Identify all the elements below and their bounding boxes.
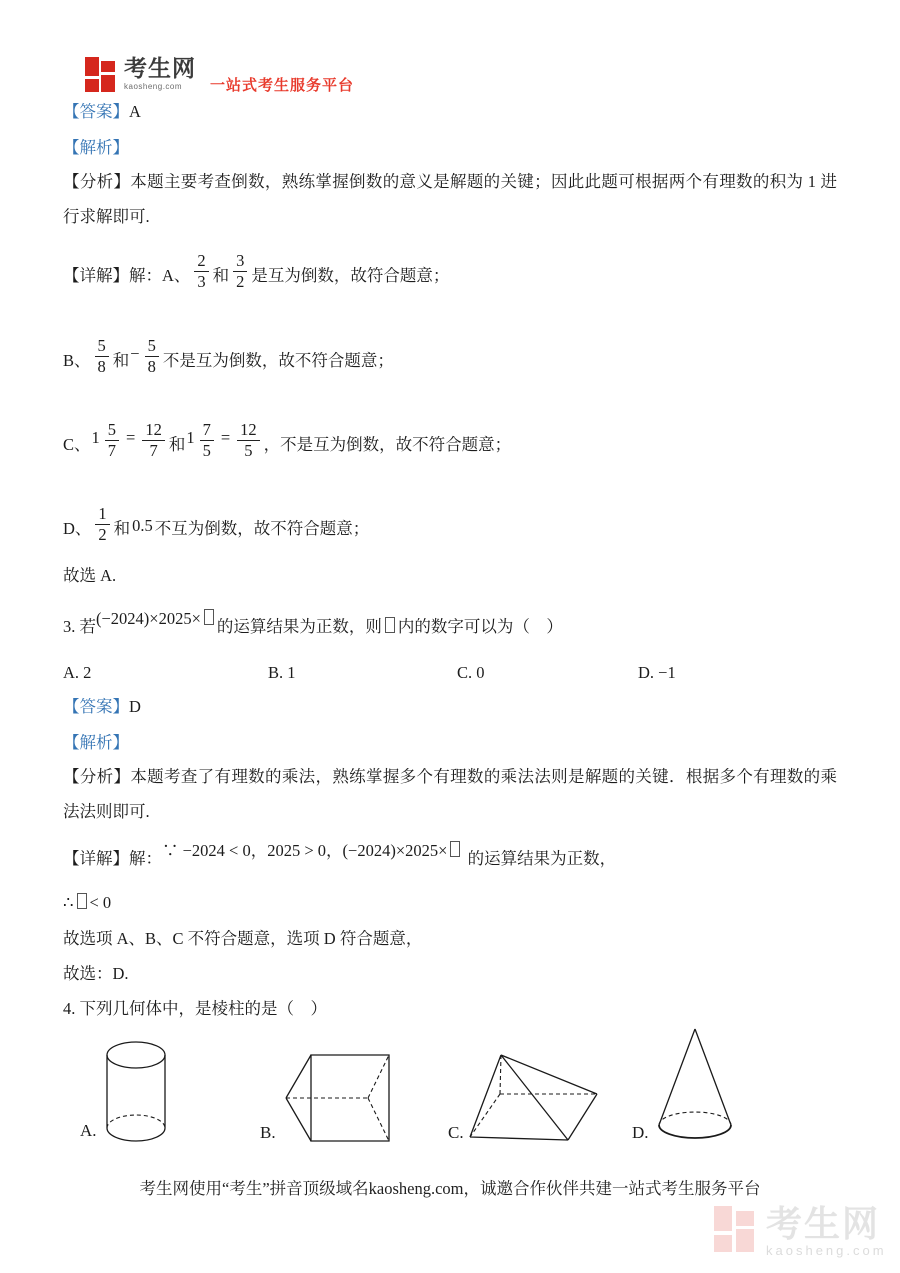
detail-c-suffix: ，不是互为倒数，故不符合题意； [263,434,512,454]
fenxi-line1: 【分析】本题主要考查倒数，熟练掌握倒数的意义是解题的关键；因此此题可根据两个有理数的积为 1 进 [63,172,837,191]
kaosheng-logo-icon [85,57,116,92]
cylinder-figure [104,1040,168,1144]
shape-label-c: C. [448,1123,464,1142]
q2-conclusion [63,563,843,589]
logo-title: 考生网 [124,55,196,81]
q3-expression: (−2024)×2025× [96,609,217,628]
q3-answer-line [63,694,843,720]
fraction-5-8: $\frac{5}{8}$ [95,337,109,376]
fenxi-line1: 【分析】本题考查了有理数的乘法，熟练掌握多个有理数的乘法法则是解题的关键．根据多个有理数的乘 [63,767,837,786]
q3-title [63,609,843,640]
answer-value: A [129,102,141,121]
minus-sign: − [130,343,140,363]
q4-choice-c [448,1050,608,1150]
q4-choice-d [632,1026,762,1151]
detail-b-suffix: 不是互为倒数，故不符合题意； [162,350,394,370]
q3-detail-line [63,841,843,872]
fraction-3-2: $\frac{3}{2}$ [233,252,247,291]
detail-a-prefix: 【详解】解：A、 [63,265,191,285]
detail-d-mid: 和 [113,518,131,538]
mixed-int-1: 1 [91,427,100,447]
choose-answer-text: 故选：D. [63,964,129,983]
fraction-1-2: $\frac{1}{2}$ [95,505,109,544]
option-a: A. 2 [63,663,92,682]
answer-label: 【答案】 [63,102,129,121]
watermark-title: 考生网 [766,1203,881,1244]
detail-prefix: 【详解】解： [63,849,162,868]
q2-detail-c [63,421,843,460]
q3-conclusion-math [63,890,843,916]
cone-figure [656,1026,734,1142]
q4-title: 4. 下列几何体中，是棱柱的是（ ） [63,999,327,1018]
q3-jiexi-line [63,730,843,756]
q4-choice-b [260,1050,410,1150]
options-conclusion-text: 故选项 A、B、C 不符合题意，选项 D 符合题意， [63,929,423,948]
q3-text-end: 内的数字可以为（ ） [397,617,563,636]
fraction-neg-5-8: $\frac{5}{8}$ [145,337,159,376]
detail-a-mid: 和 [212,265,230,285]
fenxi-line2: 行求解即可. [63,207,150,226]
box-placeholder [204,609,214,625]
q3-options-row [63,660,843,686]
q4-choice-a [80,1040,190,1150]
q2-answer-line [63,99,843,125]
q2-detail-d [63,505,843,544]
logo-tagline: 一站式考生服务平台 [210,77,355,94]
footer-text: 考生网使用“考生”拼音顶级域名kaosheng.com，诚邀合作伙伴共建一站式考生服务平台 [139,1179,761,1198]
choose-answer-text: 故选 A. [63,566,117,585]
option-d: D. −1 [638,663,676,682]
fenxi-line2: 法法则即可. [63,802,150,821]
logo-text-block [124,57,196,91]
detail-d-prefix: D、 [63,518,92,538]
logo-domain: kaosheng.com [124,82,183,91]
q3-text-mid: 的运算结果为正数，则 [216,617,382,636]
watermark-logo [714,1203,887,1258]
box-placeholder [77,893,87,909]
jiexi-label: 【解析】 [63,733,129,752]
therefore-symbol: ∴ [63,893,74,912]
inequality-text: < 0 [89,893,112,912]
pyramid-figure [469,1052,601,1144]
detail-suffix: 的运算结果为正数， [467,849,617,868]
box-placeholder [450,841,460,857]
detail-b-mid: 和 [112,350,130,370]
mixed-int-2: 1 [186,427,195,447]
site-logo [85,57,354,99]
option-c: C. 0 [457,663,485,682]
shape-label-a: A. [80,1121,97,1140]
page-footer [0,1176,900,1202]
fraction-12-5: $\frac{12}{5}$ [237,421,260,460]
shape-label-d: D. [632,1123,649,1142]
kaosheng-watermark-icon [714,1206,756,1252]
detail-c-prefix: C、 [63,434,91,454]
answer-value: D [129,697,141,716]
decimal-value: 0.5 [132,515,153,535]
q2-jiexi-line [63,135,843,161]
q2-detail-a [63,252,843,291]
watermark-domain: kaosheng.com [766,1243,887,1258]
detail-c-mid: 和 [168,434,186,454]
fraction-5-7: $\frac{5}{7}$ [105,421,119,460]
fraction-2-3: $\frac{2}{3}$ [194,252,208,291]
q2-detail-b [63,337,843,376]
answer-label: 【答案】 [63,697,129,716]
equals-sign: = [220,427,231,447]
box-placeholder [385,617,395,633]
fraction-7-5: $\frac{7}{5}$ [200,421,214,460]
detail-d-suffix: 不互为倒数，故不符合题意； [154,518,370,538]
detail-a-suffix: 是互为倒数，故符合题意； [251,265,450,285]
shape-label-b: B. [260,1123,276,1142]
triangular-prism-figure [284,1052,396,1144]
q3-choose-line [63,961,843,987]
jiexi-label: 【解析】 [63,138,129,157]
fraction-12-7: $\frac{12}{7}$ [142,421,165,460]
q3-detail-math: ∵ −2024 < 0，2025 > 0，(−2024)×2025× [162,841,463,860]
q3-fenxi-paragraph [63,764,843,825]
q3-number: 3. 若 [63,617,96,636]
option-b: B. 1 [268,663,296,682]
detail-b-prefix: B、 [63,350,91,370]
equals-sign: = [126,427,136,447]
q3-conclusion-options [63,926,843,952]
q2-fenxi-paragraph [63,169,843,230]
